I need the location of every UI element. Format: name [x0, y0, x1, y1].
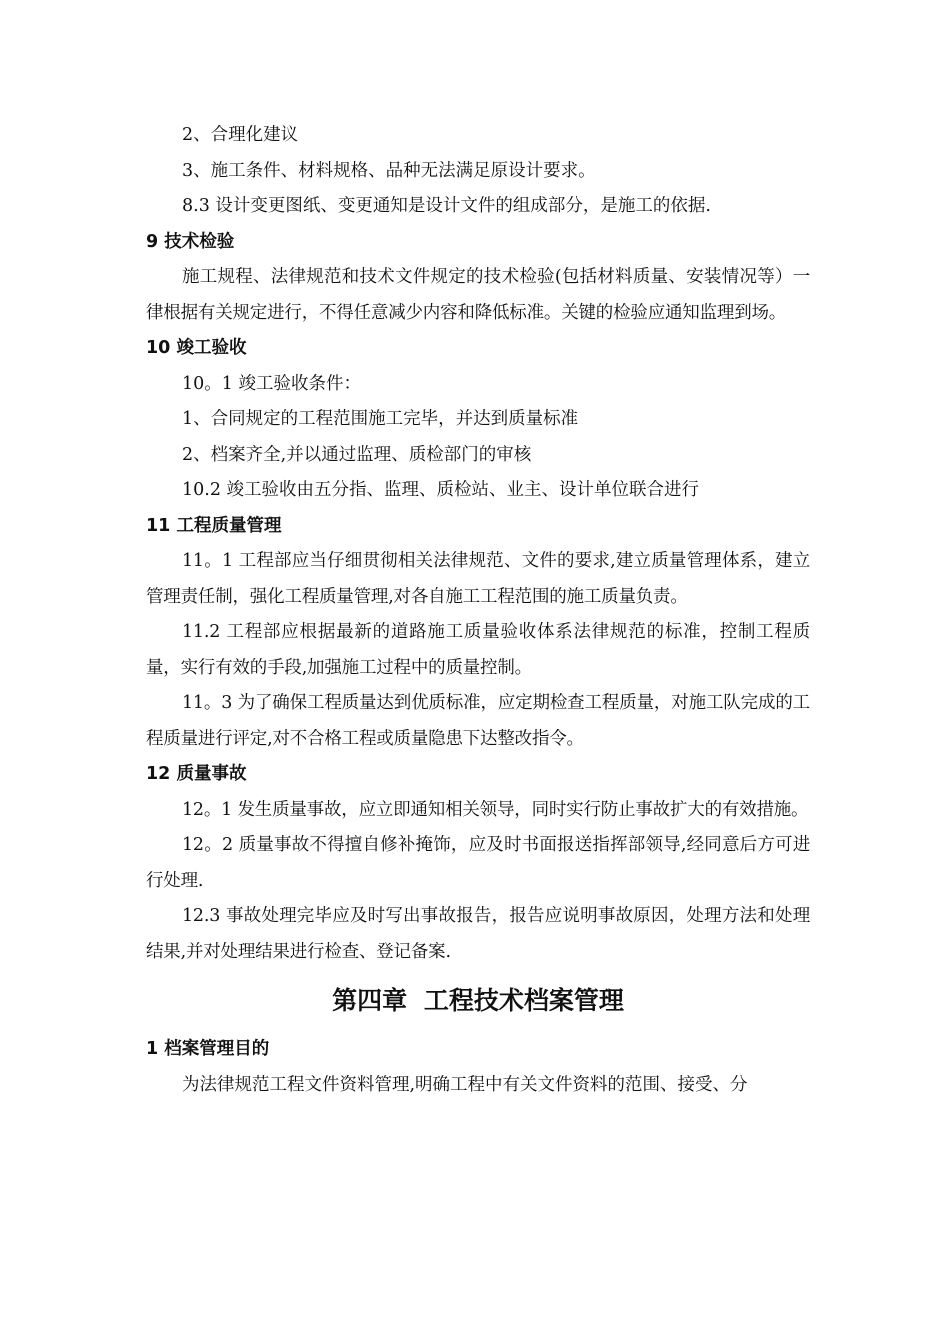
paragraph: 10。1 竣工验收条件： [182, 373, 361, 394]
paragraph: 为法律规范工程文件资料管理,明确工程中有关文件资料的范围、接受、分 [182, 1074, 748, 1095]
list-item: 2、合理化建议 [182, 125, 299, 145]
section-heading: 11 工程质量管理 [146, 515, 282, 536]
list-item: 2、档案齐全,并以通过监理、质检部门的审核 [182, 444, 532, 465]
paragraph: 8.3 设计变更图纸、变更通知是设计文件的组成部分，是施工的依据. [182, 196, 711, 216]
paragraph: 11。1 工程部应当仔细贯彻相关法律规范、文件的要求,建立质量管理体系，建立管理责任制，强化工程质量管理,对各自施工工程范围的施工质量负责。 [146, 551, 810, 607]
paragraph: 施工规程、法律规范和技术文件规定的技术检验(包括材料质量、安装情况等）一律根据有关规定进行，不得任意减少内容和降低标准。关键的检验应通知监理到场。 [146, 267, 810, 323]
chapter-title: 第四章 工程技术档案管理 [332, 986, 624, 1015]
section-heading: 12 质量事故 [146, 764, 247, 784]
document-page [146, 118, 810, 1103]
paragraph: 12.3 事故处理完毕应及时写出事故报告，报告应说明事故原因，处理方法和处理结果,并对处理结果进行检查、登记备案. [146, 906, 810, 962]
paragraph: 12。2 质量事故不得擅自修补掩饰，应及时书面报送指挥部领导,经同意后方可进行处理. [146, 835, 810, 891]
section-heading: 1 档案管理目的 [146, 1039, 270, 1059]
paragraph: 11.2 工程部应根据最新的道路施工质量验收体系法律规范的标准，控制工程质量，实行有效的手段,加强施工过程中的质量控制。 [146, 622, 810, 678]
list-item: 3、施工条件、材料规格、品种无法满足原设计要求。 [182, 160, 596, 181]
paragraph: 10.2 竣工验收由五分指、监理、质检站、业主、设计单位联合进行 [182, 480, 700, 500]
section-heading: 9 技术检验 [146, 231, 235, 252]
paragraph: 12。1 发生质量事故，应立即通知相关领导，同时实行防止事故扩大的有效措施。 [182, 799, 809, 820]
paragraph: 11。3 为了确保工程质量达到优质标准，应定期检查工程质量，对施工队完成的工程质量进行评定,对不合格工程或质量隐患下达整改指令。 [146, 693, 810, 749]
section-heading: 10 竣工验收 [146, 338, 247, 358]
list-item: 1、合同规定的工程范围施工完毕，并达到质量标准 [182, 409, 579, 429]
